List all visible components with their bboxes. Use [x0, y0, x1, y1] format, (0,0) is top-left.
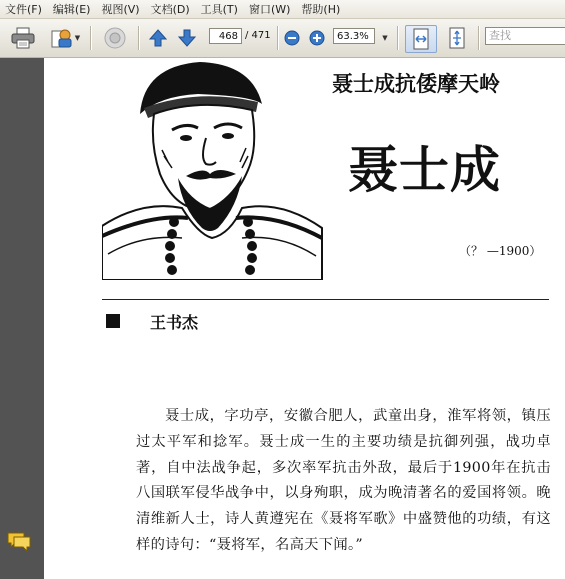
- menu-help[interactable]: 帮助(H): [301, 3, 341, 16]
- menu-file[interactable]: 文件(F): [5, 3, 42, 16]
- collaborate-button[interactable]: [100, 25, 130, 51]
- fit-width-button[interactable]: [405, 25, 437, 53]
- life-dates: （？ —1900）: [459, 244, 542, 258]
- author-name: 王书杰: [150, 313, 199, 332]
- zoom-in-icon: [309, 30, 325, 46]
- menu-window[interactable]: 窗口(W): [248, 3, 291, 16]
- comment-icon: [6, 530, 32, 552]
- menu-edit[interactable]: 编辑(E): [52, 3, 91, 16]
- zoom-in-button[interactable]: [308, 25, 326, 51]
- chevron-down-icon: ▼: [382, 34, 388, 42]
- share-button[interactable]: [46, 25, 84, 51]
- arrow-up-icon: [148, 28, 168, 48]
- menu-view[interactable]: 视图(V): [101, 3, 140, 16]
- share-icon: [50, 27, 74, 49]
- zoom-input[interactable]: 63.3%: [333, 28, 375, 44]
- chevron-down-icon: ▼: [74, 34, 81, 42]
- menu-bar: [0, 0, 565, 19]
- zoom-out-button[interactable]: [283, 25, 301, 51]
- body-paragraph: 聂士成，字功亭，安徽合肥人，武童出身，淮军将领，镇压过太平军和捻军。聂士成一生的主要功绩是抗御列强，战功卓著，自中法战争起，多次率军抗击外敌，最后于1900年在抗击八国联军侵华战争中，以身殉职，成为晚清著名的爱国将领。晚清维新人士，诗人黄遵宪在《聂将军歌》中盛赞他的功绩，有这样的诗句：“聂将军，名高天下闻。”: [136, 408, 551, 553]
- next-page-button[interactable]: [176, 25, 198, 51]
- page-total: / 471: [245, 30, 271, 41]
- collaborate-icon: [102, 26, 128, 50]
- fit-width-icon: [411, 28, 431, 50]
- search-input[interactable]: 查找: [485, 27, 565, 45]
- zoom-dropdown-button[interactable]: [378, 25, 392, 51]
- zoom-out-icon: [284, 30, 300, 46]
- section-divider: [102, 299, 549, 300]
- print-button[interactable]: [8, 25, 38, 51]
- arrow-down-icon: [177, 28, 197, 48]
- menu-document[interactable]: 文档(D): [150, 3, 190, 16]
- toolbar-divider: [138, 26, 139, 50]
- previous-page-button[interactable]: [147, 25, 169, 51]
- fit-page-button[interactable]: [443, 25, 471, 51]
- navigation-sidebar: [0, 58, 44, 579]
- author-marker: [106, 314, 120, 328]
- chapter-title: 聂士成: [348, 140, 501, 199]
- fit-page-icon: [447, 27, 467, 49]
- toolbar: [0, 19, 565, 58]
- document-page: [44, 58, 565, 579]
- menu-tools[interactable]: 工具(T): [200, 3, 238, 16]
- toolbar-divider: [277, 26, 278, 50]
- printer-icon: [10, 27, 36, 49]
- toolbar-divider: [478, 26, 479, 50]
- comments-button[interactable]: [6, 530, 32, 552]
- portrait-illustration: [102, 58, 324, 280]
- page-number-input[interactable]: 468: [209, 28, 242, 44]
- chapter-subtitle: 聂士成抗倭摩天岭: [332, 72, 500, 96]
- toolbar-divider: [397, 26, 398, 50]
- toolbar-divider: [90, 26, 91, 50]
